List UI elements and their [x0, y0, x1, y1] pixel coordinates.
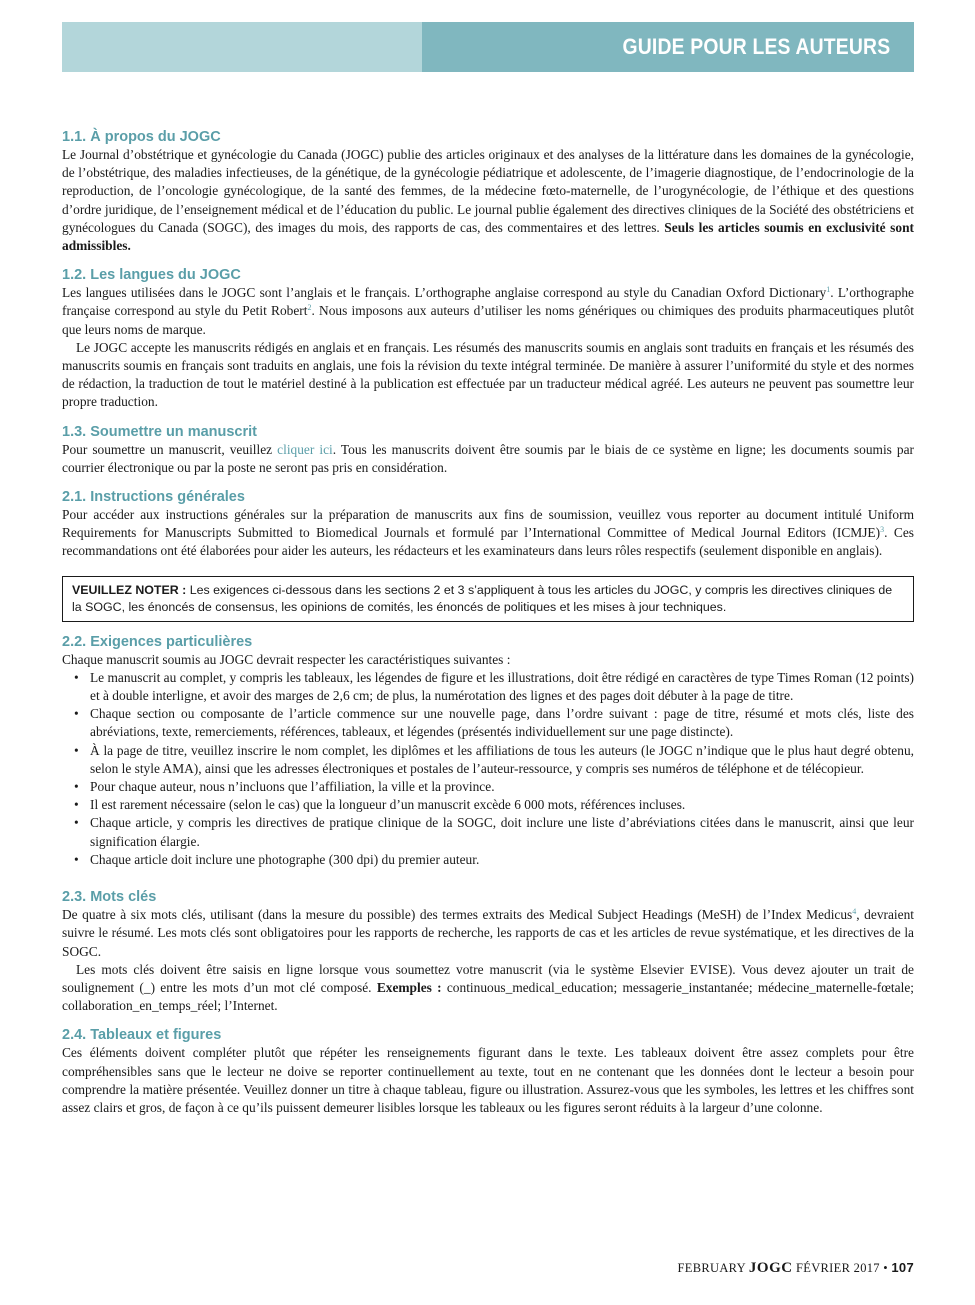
paragraph-1-2-b: Le JOGC accepte les manuscrits rédigés en anglais et en français. Les résumés des manuscrits soumis en anglais sont traduits en français et les résumés des manuscrits soumis en français sont traduits en anglais, une fois la révision du texte intégral terminée. De manière à assurer l’uniformité du style et des normes de rédaction, la traduction de tout le matériel destiné à la publication est effectuée par un traducteur médical agréé. Les auteurs ne peuvent pas soumettre leur propre traduction.: [62, 339, 914, 410]
heading-2-1: 2.1. Instructions générales: [62, 489, 245, 506]
reference-2[interactable]: 2: [307, 303, 312, 313]
list-item-text: Chaque section ou composante de l’article commence sur une nouvelle page, dans l’ordre suivant : page de titre, résumé et mots clés, liste des abréviations, texte, remerciements, références, tableaux, et légendes (présentés individuellement sur une page distincte).: [90, 706, 914, 740]
list-item-text: Il est rarement nécessaire (selon le cas) que la longueur d’un manuscrit excède 6 000 mots, références incluses.: [90, 797, 686, 813]
banner-dark-block: [422, 22, 914, 72]
heading-1-1: 1.1. À propos du JOGC: [62, 129, 221, 145]
footer-journal: JOGC: [748, 1260, 793, 1276]
list-item-text: Le manuscrit au complet, y compris les tableaux, les légendes de figure et les illustrations, doit être rédigé en caractères de type Times Roman (12 points) et à double interligne, et avoir des marges de 2,6 cm; de plus, la numérotation des lignes et des pages doit débuter à la page de titre.: [90, 669, 914, 704]
paragraph-1-1-bold: Seuls les articles soumis en exclusivité sont admissibles.: [62, 219, 914, 254]
list-item: [74, 796, 914, 814]
list-item-text: À la page de titre, veuillez inscrire le nom complet, les diplômes et les affiliations de tous les auteurs (le JOGC n’indique que le plus haut degré obtenu, selon le style AMA), ainsi que les adresses électroniques et postales de l’auteur-ressource, y compris ses numéros de téléphone et de télécopieur.: [90, 742, 914, 776]
list-item: [74, 705, 914, 741]
list-item-text: Chaque article, y compris les directives de pratique clinique de la SOGC, doit inclure une liste d’abréviations citées dans le manuscrit, ainsi que leur signification élargie.: [90, 815, 914, 849]
text-run: De quatre à six mots clés, utilisant (dans la mesure du possible) des termes extraits des Medical Subject Headings (MeSH) de l’Index Medicus: [62, 907, 853, 923]
page-footer: [678, 1260, 914, 1277]
text-run: Les mots clés doivent être saisis en ligne lorsque vous soumettez votre manuscrit (via le système Elsevier EVISE). Vous devez ajouter un trait de soulignement (_) entre les mots d’un mot clé composé.: [62, 961, 914, 995]
note-body: Les exigences ci-dessous dans les sections 2 et 3 s’appliquent à tous les articles du JOGC, y compris les directives cliniques de la SOGC, les énoncés de consensus, les opinions de comités, les énoncés de politiques et les mises à jour techniques.: [72, 582, 893, 614]
bullet-icon: •: [74, 797, 79, 813]
examples-label: Exemples :: [376, 979, 442, 995]
list-item: [74, 851, 914, 869]
banner-light-block: [62, 22, 422, 72]
list-item: [74, 742, 914, 778]
footer-separator: •: [883, 1261, 888, 1275]
paragraph-2-4: Ces éléments doivent compléter plutôt que répéter les renseignements figurant dans le texte. Les tableaux doivent être assez complets pour être compréhensibles sans que le lecteur ne doive se reporter continuellement au texte, tout en ne contenant que les données dont le lecteur a besoin pour comprendre la matière présentée. Veuillez donner un titre à chaque tableau, figure ou illustration. Assurez-vous que les symboles, les lettres et les chiffres sont assez clairs et gros, de façon à ce qu’ils puissent demeurer lisibles lorsque les tableaux ou les figures seront réduits à la largeur d’une colonne.: [62, 1045, 914, 1115]
paragraph-2-3-b: [62, 961, 914, 1016]
text-run: . Tous les manuscrits doivent être soumis par le biais de ce système en ligne; les documents soumis par courrier électronique ou par la poste ne seront pas pris en considération.: [62, 441, 914, 475]
bullet-icon: •: [74, 669, 79, 685]
list-item: [74, 814, 914, 850]
paragraph-1-1-text: Le Journal d’obstétrique et gynécologie du Canada (JOGC) publie des articles originaux et des analyses de la littérature dans les domaines de la gynécologie, de l’obstétrique, des maladies infectieuses, de la génétique, de la gynécologie pédiatrique et adolescente, de l’imagerie diagnostique, de l’endocrinologie de la reproduction, de l’oncologie gynécologique, de la santé des femmes, de la médecine fœto-maternelle, de l’urogynécologie, de l’éthique et des questions d’ordre juridique, de l’enseignement médical et de l’éducation du public. Le journal publie également des directives cliniques de la Société des obstétriciens et gynécologues du Canada (SOGC), des images du mois, des rapports de cas, des commentaires et des lettres.: [62, 147, 914, 235]
reference-4[interactable]: 4: [852, 907, 857, 917]
reference-1[interactable]: 1: [826, 285, 831, 295]
bullet-icon: •: [74, 851, 79, 867]
heading-2-2: 2.2. Exigences particulières: [62, 633, 253, 650]
text-run: Les langues utilisées dans le JOGC sont l’anglais et le français. L’orthographe anglaise correspond au style du Canadian Oxford Dictionary: [62, 285, 827, 301]
paragraph-1-1: [62, 146, 914, 255]
heading-2-3: 2.3. Mots clés: [62, 889, 157, 906]
bullet-icon: •: [74, 742, 79, 758]
paragraph-2-1: [62, 506, 914, 561]
text-run: , devraient suivre le résumé. Les mots clés sont obligatoires pour les rapports de recherche, les rapports de cas et les articles de revue systématique, et les directives de la SOGC.: [62, 907, 914, 959]
footer-month-fr-year: FÉVRIER 2017: [796, 1261, 880, 1275]
heading-2-4: 2.4. Tableaux et figures: [62, 1027, 222, 1044]
list-item: [74, 669, 914, 705]
list-item-text: Pour chaque auteur, nous n’incluons que l’affiliation, la ville et la province.: [90, 779, 495, 795]
reference-3[interactable]: 3: [880, 525, 885, 535]
paragraph-2-3-a: [62, 906, 914, 961]
paragraph-2-2-intro: Chaque manuscrit soumis au JOGC devrait respecter les caractéristiques suivantes :: [62, 651, 511, 667]
text-run: . L’orthographe française correspond au style du Petit Robert: [62, 285, 915, 319]
text-run: continuous_medical_education; messagerie_instantanée; médecine_maternelle-fœtale; collaboration_en_temps_réel; l’Internet.: [62, 979, 914, 1014]
bullet-icon: •: [74, 706, 79, 722]
text-run: Pour soumettre un manuscrit, veuillez: [62, 441, 278, 457]
paragraph-1-3: [62, 441, 914, 477]
paragraph-1-2-a: [62, 284, 914, 339]
list-item-text: Chaque article doit inclure une photographe (300 dpi) du premier auteur.: [90, 851, 480, 867]
footer-month-en: FEBRUARY: [677, 1261, 746, 1275]
text-run: Pour accéder aux instructions générales sur la préparation de manuscrits aux fins de soumission, veuillez vous reporter au document intitulé Uniform Requirements for Manuscripts Submitted to Biomedical Journals et formulé par l’International Committee of Medical Journal Editors (ICMJE): [62, 507, 914, 541]
page-number: 107: [891, 1260, 914, 1275]
requirements-list: [74, 669, 914, 869]
note-box: [62, 576, 914, 622]
bullet-icon: •: [74, 779, 79, 795]
list-item: [74, 778, 914, 796]
note-text: [72, 582, 904, 616]
heading-1-2: 1.2. Les langues du JOGC: [62, 267, 241, 284]
section-title: GUIDE POUR LES AUTEURS: [622, 34, 890, 59]
submit-link[interactable]: cliquer ici: [277, 441, 333, 457]
text-run: . Ces recommandations ont été élaborées pour aider les auteurs, les rédacteurs et les examinateurs dans leurs rôles respectifs (seulement disponible en anglais).: [62, 525, 914, 559]
heading-1-3: 1.3. Soumettre un manuscrit: [62, 423, 257, 440]
text-run: . Nous imposons aux auteurs d’utiliser les noms génériques ou chimiques des produits pharmaceutiques plutôt que leurs noms de marque.: [62, 303, 914, 337]
note-label: VEUILLEZ NOTER :: [72, 582, 187, 597]
header-banner: [62, 22, 914, 72]
bullet-icon: •: [74, 815, 79, 831]
article-body: [62, 128, 914, 1117]
